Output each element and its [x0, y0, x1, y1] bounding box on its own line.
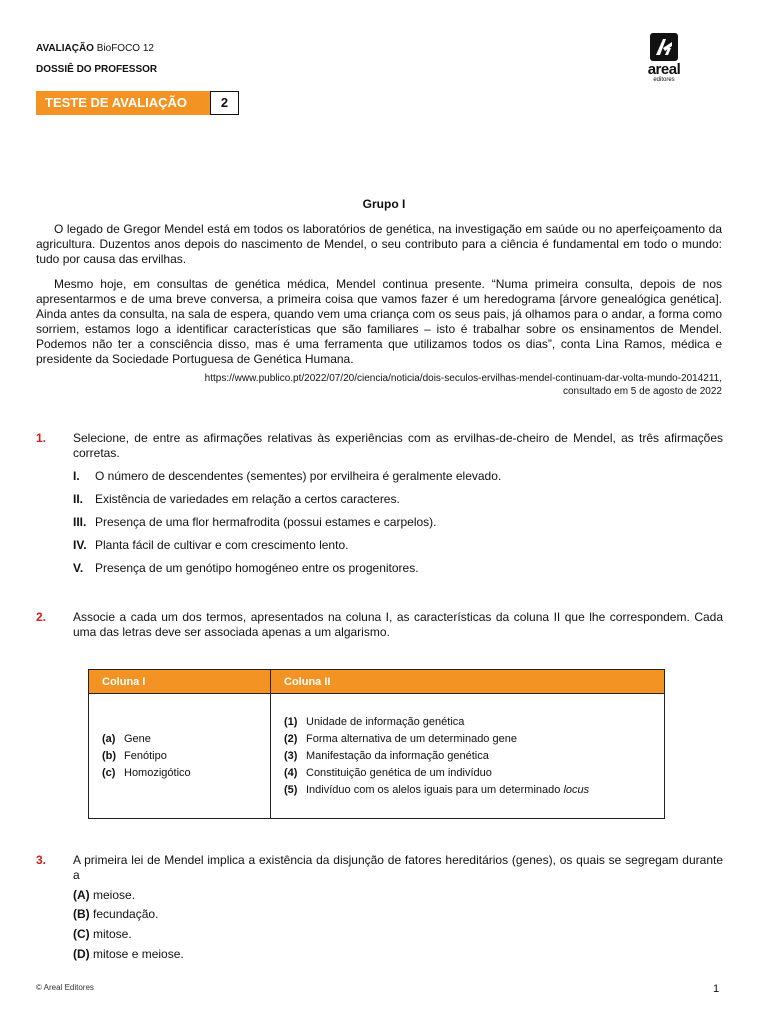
q1-option	[73, 538, 348, 553]
column-2-item	[271, 748, 664, 765]
column-2-header: Coluna II	[271, 670, 665, 694]
q3-option-text: meiose.	[93, 888, 136, 902]
item-key: (4)	[284, 766, 298, 779]
item-text: Unidade de informação genética	[306, 715, 465, 728]
column-2-item	[271, 731, 664, 748]
item-italic-term: locus	[563, 783, 590, 796]
item-text: Gene	[124, 732, 151, 745]
group-title: Grupo I	[362, 197, 406, 211]
source-url: https://www.publico.pt/2022/07/20/ciencia/noticia/dois-seculos-ervilhas-mendel-continuam-dar-volta-mundo-2014211,	[204, 373, 722, 384]
header-evaluation: AVALIAÇÃO	[36, 43, 94, 54]
test-label: TESTE DE AVALIAÇÃO	[36, 91, 210, 115]
column-1-cell	[89, 694, 271, 819]
item-text: Constituição genética de um indivíduo	[306, 766, 492, 779]
item-key: (2)	[284, 732, 298, 745]
q1-option-text: O número de descendentes (sementes) por ervilheira é geralmente elevado.	[95, 469, 502, 483]
item-key: (c)	[102, 766, 116, 779]
q3-option-text: mitose.	[93, 927, 132, 941]
question-3-number: 3.	[36, 853, 47, 867]
q3-option-text: fecundação.	[93, 907, 159, 921]
q3-option	[73, 947, 184, 962]
q1-option-label: III.	[73, 515, 87, 529]
question-2-number: 2.	[36, 610, 47, 624]
column-2-cell	[271, 694, 665, 819]
item-key: (a)	[102, 732, 116, 745]
paragraph-1: O legado de Gregor Mendel está em todos os laboratórios de genética, na investigação em saúde ou no aperfeiçoamento da agricultura. Duzentos anos depois do nascimento de Mendel, o seu contributo para a ciência é fundamental em todo o mundo: tudo por causa das ervilhas.	[36, 222, 722, 266]
header-subtitle: DOSSIÊ DO PROFESSOR	[36, 64, 158, 75]
q3-option	[73, 907, 158, 922]
item-text: Forma alternativa de um determinado gene	[306, 732, 517, 745]
q1-option-text: Existência de variedades em relação a certos caracteres.	[95, 492, 400, 506]
test-number: 2	[210, 91, 239, 115]
column-2-item	[271, 714, 664, 731]
q3-option-text: mitose e meiose.	[93, 947, 184, 961]
question-2-text: Associe a cada um dos termos, apresentados na coluna I, as características da coluna II que lhe correspondem. Cada uma das letras deve ser associada apenas a um algarismo.	[73, 610, 723, 639]
q1-option-label: II.	[73, 492, 84, 506]
q1-option	[73, 492, 400, 507]
paragraph-2: Mesmo hoje, em consultas de genética médica, Mendel continua presente. “Numa primeira consulta, depois de nos apresentarmos e de uma breve conversa, a primeira coisa que vamos fazer é um heredograma [árvore genealógica genética]. Ainda antes da consulta, na sala de espera, quando vem uma criança com os seus pais, já olhamos para o andar, a forma como sorriem, estamos logo a identificar características que são familiares – isto é trabalhar sobre os ensinamentos de Mendel. Podemos não ter a consciência disso, mas é uma ferramenta que utilizamos todos os dias”, conta Lina Ramos, médica e presidente da Sociedade Portuguesa de Genética Humana.	[36, 277, 722, 366]
q1-option-text: Planta fácil de cultivar e com crescimento lento.	[95, 538, 349, 552]
q3-option-label: (A)	[73, 888, 90, 902]
q1-option-text: Presença de uma flor hermafrodita (possui estames e carpelos).	[95, 515, 437, 529]
q1-option-label: V.	[73, 561, 84, 575]
q1-option	[73, 515, 437, 530]
source-citation	[102, 372, 722, 398]
item-text: Manifestação da informação genética	[306, 749, 489, 762]
item-key: (b)	[102, 749, 117, 762]
q1-option	[73, 561, 419, 576]
column-1-item	[89, 765, 270, 782]
q1-option-label: IV.	[73, 538, 87, 552]
q1-option	[73, 469, 501, 484]
header-book: BioFOCO 12	[96, 43, 154, 54]
item-text: Indivíduo com os alelos iguais para um determinado	[306, 783, 561, 796]
q3-option	[73, 888, 135, 903]
q3-option-label: (B)	[73, 907, 90, 921]
item-key: (5)	[284, 783, 298, 796]
column-1-item	[89, 731, 270, 748]
footer-copyright: © Areal Editores	[36, 983, 94, 992]
item-key: (3)	[284, 749, 298, 762]
logo-subtext: editores	[653, 77, 675, 83]
areal-logo-icon	[650, 33, 678, 61]
q3-option	[73, 927, 132, 942]
q1-option-text: Presença de um genótipo homogéneo entre os progenitores.	[95, 561, 419, 575]
page-number: 1	[713, 983, 720, 995]
q3-option-label: (C)	[73, 927, 90, 941]
item-text: Homozigótico	[124, 766, 191, 779]
item-key: (1)	[284, 715, 298, 728]
header-title	[36, 43, 154, 54]
source-consulted: consultado em 5 de agosto de 2022	[562, 386, 722, 397]
column-1-item	[89, 748, 270, 765]
item-text: Fenótipo	[124, 749, 167, 762]
question-1-text: Selecione, de entre as afirmações relativas às experiências com as ervilhas-de-cheiro de Mendel, as três afirmações corretas.	[73, 431, 723, 460]
column-1-header: Coluna I	[89, 670, 271, 694]
question-3-text: A primeira lei de Mendel implica a existência da disjunção de fatores hereditários (genes), os quais se segregam durante a	[73, 853, 723, 882]
logo-text: areal	[647, 61, 681, 78]
q3-option-label: (D)	[73, 947, 90, 961]
column-2-item	[271, 765, 664, 782]
q1-option-label: I.	[73, 469, 80, 483]
column-2-item	[271, 782, 664, 799]
question-1-number: 1.	[36, 431, 47, 445]
association-table	[88, 669, 665, 819]
